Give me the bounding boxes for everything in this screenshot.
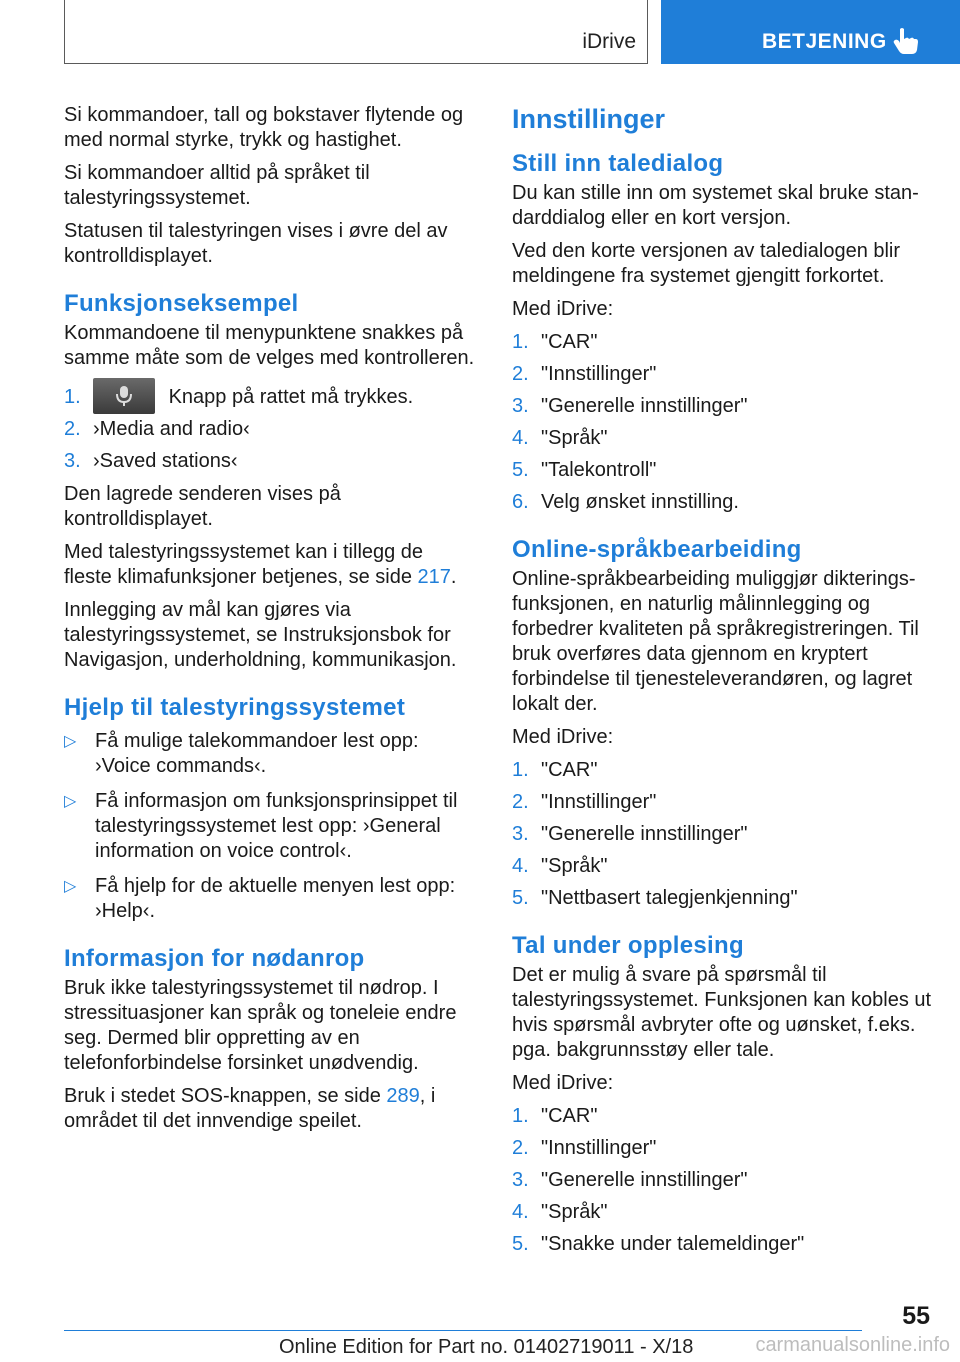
paragraph: Med iDrive:	[512, 726, 614, 748]
step-number: 3.	[512, 1169, 529, 1191]
step-number: 3.	[64, 450, 81, 472]
step-number: 4.	[512, 1201, 529, 1223]
step-text: ›Media and radio‹	[93, 418, 250, 440]
list-item	[64, 449, 476, 474]
step-text: "Snakke under talemeldinger"	[541, 1233, 805, 1255]
heading-function-example: Funksjonseksempel	[64, 290, 299, 317]
paragraph: Med iDrive:	[512, 1072, 614, 1094]
microphone-icon	[115, 384, 133, 408]
paragraph: Innlegging av mål kan gjøres via talestyringssystemet, se Instruksjonsbok for Navigasjon, underholdning, kommunikasjon.	[64, 599, 457, 671]
list-item	[512, 330, 932, 355]
list-item	[512, 362, 932, 387]
help-bullets	[64, 729, 476, 924]
list-item	[64, 874, 476, 924]
footer-divider	[64, 1330, 862, 1331]
bullet-text: Få mulige talekommandoer lest opp: ›Voice commands‹.	[95, 730, 419, 777]
step-number: 2.	[64, 418, 81, 440]
list-item	[64, 417, 476, 442]
step-number: 2.	[512, 1137, 529, 1159]
header-chapter-box	[64, 0, 648, 64]
list-item	[512, 790, 932, 815]
step-number: 1.	[512, 331, 529, 353]
step-text: "Innstillinger"	[541, 791, 657, 813]
step-text: Velg ønsket innstilling.	[541, 491, 739, 513]
paragraph: Ved den korte versjonen av taledialogen blir meldingene fra systemet gjengitt forkortet.	[512, 240, 901, 287]
triangle-bullet-icon: ▷	[64, 878, 77, 895]
list-item	[512, 1232, 932, 1257]
list-item	[512, 886, 932, 911]
step-number: 5.	[512, 887, 529, 909]
list-item	[512, 1136, 932, 1161]
paragraph: Med iDrive:	[512, 298, 614, 320]
step-number: 4.	[512, 427, 529, 449]
step-text: "Innstillinger"	[541, 1137, 657, 1159]
step-text: "CAR"	[541, 1105, 598, 1127]
text: Med talestyringssystemet kan i tillegg de fleste klimafunksjoner betjenes, se side	[64, 541, 424, 588]
list-item	[512, 758, 932, 783]
list-item	[512, 1200, 932, 1225]
page-reference-link[interactable]: 289	[386, 1085, 420, 1107]
page-number: 55	[902, 1302, 930, 1330]
list-item	[512, 394, 932, 419]
steps-list	[512, 330, 932, 515]
list-item	[512, 822, 932, 847]
step-number: 6.	[512, 491, 529, 513]
paragraph: Online-språkbearbeiding muliggjør dikteringsfunksjonen, en naturlig målinnlegging og forbedrer kvaliteten på språkregistreringen. Til bruk overføres data gjennom en kryptert forbindelse til tjenesteleverandøren, og lagret lokalt der.	[512, 568, 919, 715]
paragraph	[64, 1084, 476, 1134]
step-text: "CAR"	[541, 331, 598, 353]
heading-settings: Innstillinger	[512, 104, 666, 134]
list-item	[64, 789, 476, 864]
list-item	[64, 729, 476, 779]
paragraph: Bruk ikke talestyringssystemet til nødrop. I stressituasjoner kan språk og toneleie endre seg. Dermed blir oppretting av en telefonforbindelse forsinket unødvendig.	[64, 977, 457, 1074]
step-text: "Språk"	[541, 1201, 608, 1223]
step-text: "Innstillinger"	[541, 363, 657, 385]
list-item	[512, 1104, 932, 1129]
step-text: "Talekontroll"	[541, 459, 657, 481]
step-number: 3.	[512, 395, 529, 417]
heading-help: Hjelp til talestyringssystemet	[64, 694, 406, 721]
step-text: "Språk"	[541, 427, 608, 449]
step-number: 2.	[512, 791, 529, 813]
step-number: 5.	[512, 1233, 529, 1255]
bullet-text: Få informasjon om funksjonsprinsippet til talestyringssystemet lest opp: ›General information on voice control‹.	[95, 790, 458, 862]
steps-list	[64, 385, 476, 474]
step-text: "Språk"	[541, 855, 608, 877]
heading-emergency: Informasjon for nødanrop	[64, 945, 365, 972]
bullet-text: Få hjelp for de aktuelle menyen lest opp: ›Help‹.	[95, 875, 456, 922]
step-number: 3.	[512, 823, 529, 845]
text: , i området til det innvendige speilet.	[64, 1085, 436, 1132]
right-column	[512, 103, 932, 1265]
list-item	[512, 458, 932, 483]
step-text: "Generelle innstillinger"	[541, 395, 748, 417]
section-title: BETJENING	[762, 30, 887, 53]
edition-note: Online Edition for Part no. 01402719011 - X/18	[279, 1336, 694, 1358]
paragraph	[64, 540, 476, 590]
paragraph: Si kommandoer alltid på språket til talestyringssystemet.	[64, 162, 370, 209]
steps-list	[512, 1104, 932, 1257]
step-text: ›Saved stations‹	[93, 450, 238, 472]
heading-dialog: Still inn taledialog	[512, 150, 724, 177]
step-number: 2.	[512, 363, 529, 385]
list-item	[64, 385, 476, 410]
paragraph: Du kan stille inn om systemet skal bruke standarddialog eller en kort versjon.	[512, 182, 919, 229]
steps-list	[512, 758, 932, 911]
step-number: 4.	[512, 855, 529, 877]
step-number: 1.	[512, 1105, 529, 1127]
step-text: "Nettbasert talegjenkjenning"	[541, 887, 798, 909]
list-item	[512, 490, 932, 515]
left-column	[64, 103, 476, 1142]
watermark: carmanualsonline.info	[755, 1334, 950, 1356]
paragraph: Kommandoene til menypunktene snakkes på samme måte som de velges med kontrolleren.	[64, 322, 475, 369]
voice-button-image	[93, 378, 155, 414]
step-text: "Generelle innstillinger"	[541, 1169, 748, 1191]
list-item	[512, 1168, 932, 1193]
step-text: Knapp på rattet må trykkes.	[168, 386, 414, 408]
page-reference-link[interactable]: 217	[417, 566, 451, 588]
step-number: 1.	[64, 386, 81, 408]
section-tab	[661, 0, 960, 64]
step-number: 5.	[512, 459, 529, 481]
triangle-bullet-icon: ▷	[64, 733, 77, 750]
step-number: 1.	[512, 759, 529, 781]
text: Bruk i stedet SOS-knappen, se side	[64, 1085, 387, 1107]
step-text: "CAR"	[541, 759, 598, 781]
heading-talk-during-readout: Tal under opplesing	[512, 932, 744, 959]
triangle-bullet-icon: ▷	[64, 793, 77, 810]
chapter-title: iDrive	[582, 30, 636, 53]
paragraph: Si kommandoer, tall og bokstaver flytende og med normal styrke, trykk og hastighet.	[64, 104, 464, 151]
list-item	[512, 854, 932, 879]
step-text: "Generelle innstillinger"	[541, 823, 748, 845]
paragraph: Den lagrede senderen vises på kontrolldisplayet.	[64, 483, 341, 530]
hand-pointer-icon	[893, 27, 919, 55]
list-item	[512, 426, 932, 451]
heading-online-processing: Online-språkbearbeiding	[512, 536, 802, 563]
text: .	[450, 566, 457, 588]
paragraph: Statusen til talestyringen vises i øvre del av kontrolldisplayet.	[64, 220, 448, 267]
paragraph: Det er mulig å svare på spørsmål til talestyringssystemet. Funksjonen kan kobles ut hvis spørsmål avbryter ofte og uønsket, f.eks. pga. bakgrunnsstøy eller tale.	[512, 964, 932, 1061]
